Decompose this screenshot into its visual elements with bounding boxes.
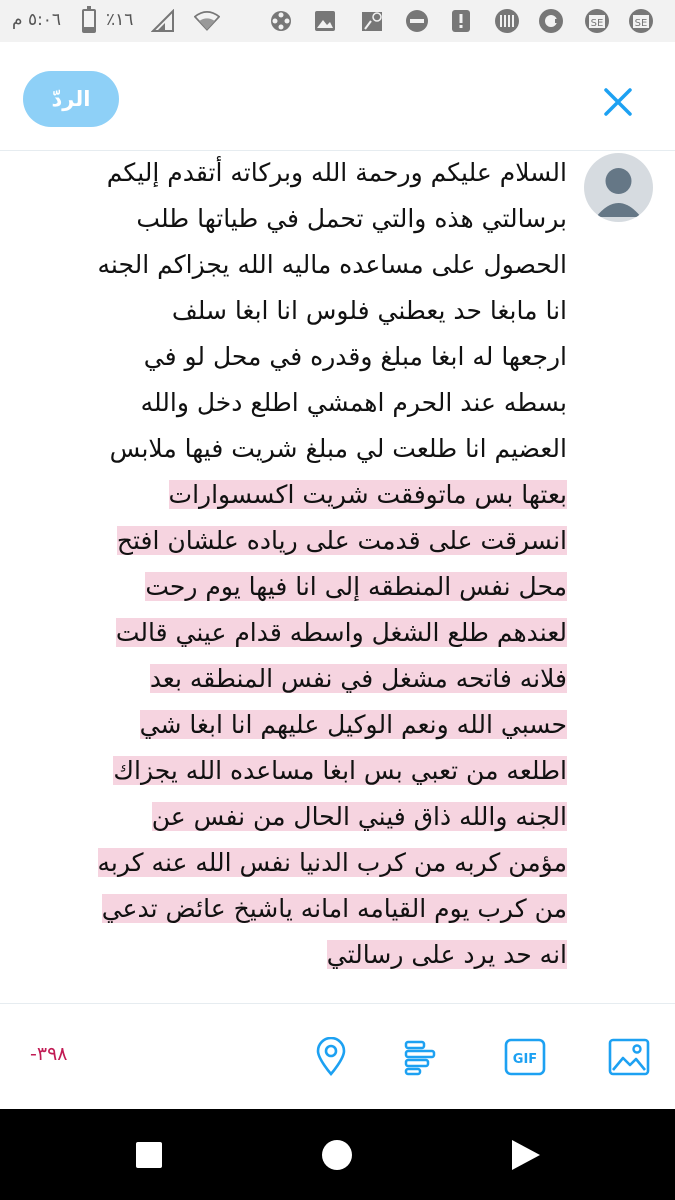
text-line bbox=[36, 472, 567, 518]
text-line bbox=[36, 840, 567, 886]
reply-button[interactable]: الردّ bbox=[23, 71, 119, 127]
text-line bbox=[36, 610, 567, 656]
text-line: العضيم انا طلعت لي مبلغ شريت فيها ملابس bbox=[109, 434, 567, 463]
text-line: السلام عليكم ورحمة الله وبركاته أتقدم إليكم bbox=[106, 158, 567, 187]
battery-icon bbox=[82, 9, 96, 33]
svg-text:GIF: GIF bbox=[512, 1052, 538, 1067]
image-icon bbox=[312, 8, 338, 34]
location-icon[interactable] bbox=[309, 1035, 353, 1079]
text-line bbox=[36, 702, 567, 748]
signal-icon bbox=[150, 8, 176, 34]
text-line bbox=[36, 932, 567, 978]
do-not-disturb-icon bbox=[404, 8, 430, 34]
tweet-compose-textarea[interactable] bbox=[36, 150, 567, 978]
dnd-record-icon bbox=[538, 8, 564, 34]
text-line: انا مابغا حد يعطني فلوس انا ابغا سلف bbox=[171, 296, 567, 325]
text-line bbox=[36, 564, 567, 610]
text-line: الحصول على مساعده ماليه الله يجزاكم الجنه bbox=[97, 250, 567, 279]
back-icon[interactable] bbox=[500, 1130, 550, 1180]
barcode-icon bbox=[494, 8, 520, 34]
text-line bbox=[36, 748, 567, 794]
alert-icon bbox=[448, 8, 474, 34]
se-app-icon bbox=[628, 8, 654, 34]
recents-icon[interactable] bbox=[124, 1130, 174, 1180]
map-icon bbox=[360, 8, 386, 34]
se-app-icon bbox=[584, 8, 610, 34]
text-line bbox=[36, 518, 567, 564]
over-limit-highlight: اطلعه من تعبي بس ابغا مساعده الله يجزاك bbox=[113, 756, 567, 785]
poll-icon[interactable] bbox=[398, 1035, 442, 1079]
over-limit-highlight: حسبي الله ونعم الوكيل عليهم انا ابغا شي bbox=[139, 710, 567, 739]
text-line bbox=[36, 794, 567, 840]
over-limit-highlight: لعندهم طلع الشغل واسطه قدام عيني قالت bbox=[115, 618, 567, 647]
text-line bbox=[36, 656, 567, 702]
status-time: ٥:٠٦ م bbox=[12, 10, 62, 30]
toolbar-divider bbox=[0, 1003, 675, 1004]
over-limit-highlight: انه حد يرد على رسالتي bbox=[326, 940, 567, 969]
home-icon[interactable] bbox=[312, 1130, 362, 1180]
over-limit-highlight: انسرقت على قدمت على رياده علشان افتح bbox=[116, 526, 567, 555]
film-icon bbox=[268, 8, 294, 34]
over-limit-highlight: مؤمن كربه من كرب الدنيا نفس الله عنه كربه bbox=[97, 848, 567, 877]
image-icon[interactable] bbox=[607, 1035, 651, 1079]
wifi-icon bbox=[194, 8, 220, 34]
default-avatar-icon bbox=[584, 153, 653, 222]
character-count: -٣٩٨ bbox=[30, 1043, 68, 1065]
over-limit-highlight: محل نفس المنطقه إلى انا فيها يوم رحت bbox=[145, 572, 567, 601]
text-line: ارجعها له ابغا مبلغ وقدره في محل لو في bbox=[143, 342, 567, 371]
text-line: بسطه عند الحرم اهمشي اطلع دخل والله bbox=[140, 388, 567, 417]
battery-percent: ٪١٦ bbox=[106, 10, 134, 30]
svg-text:SE: SE bbox=[634, 18, 648, 29]
text-line: برسالتي هذه والتي تحمل في طياتها طلب bbox=[136, 204, 567, 233]
gif-icon[interactable] bbox=[503, 1035, 547, 1079]
over-limit-highlight: فلانه فاتحه مشغل في نفس المنطقه بعد bbox=[149, 664, 567, 693]
status-bar bbox=[0, 0, 675, 42]
close-icon[interactable] bbox=[598, 82, 638, 122]
text-line bbox=[36, 886, 567, 932]
over-limit-highlight: من كرب يوم القيامه امانه ياشيخ عائض تدعي bbox=[101, 894, 567, 923]
over-limit-highlight: الجنه والله ذاق فيني الحال من نفس عن bbox=[151, 802, 567, 831]
over-limit-highlight: بعتها بس ماتوفقت شريت اكسسوارات bbox=[168, 480, 567, 509]
svg-text:SE: SE bbox=[590, 18, 604, 29]
